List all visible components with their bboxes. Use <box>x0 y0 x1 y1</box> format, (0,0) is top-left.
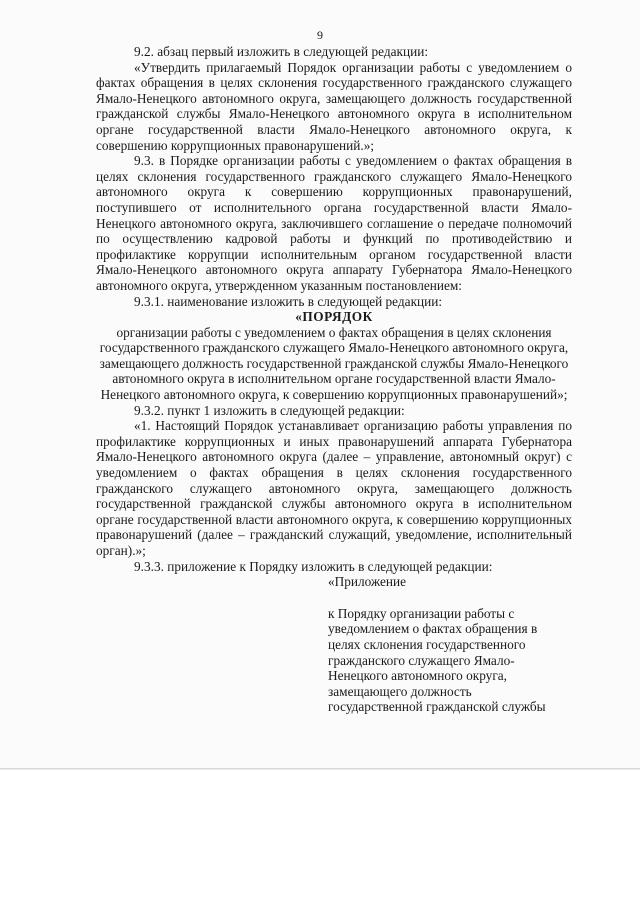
page-number: 9 <box>317 28 323 42</box>
procedure-subtitle: организации работы с уведомлением о фактах обращения в целях склонения государственного гражданского служащего Ямало-Ненецкого автономного округа, замещающего должность государственной гражданской службы Ямало-Ненецкого автономного округа в исполнительном органе государственной власти Ямало-Ненецкого автономного округа, к совершению коррупционных правонарушений»; <box>99 324 569 403</box>
paragraph-point-1: «1. Настоящий Порядок устанавливает организацию работы управления по профилактике коррупционных и иных правонарушений аппарата Губернатора Ямало-Ненецкого автономного округа (далее – управление, автономный округ) с уведомлением о фактах обращения в целях склонения государственного гражданского служащего автономного округа, замещающего должность государственной гражданской службы автономного округа в исполнительном органе государственной власти автономного округа, к совершению коррупционных правонарушений (далее – гражданский служащий, уведомление, исполнительный орган).»; <box>96 418 572 558</box>
appendix-line: Ненецкого автономного округа, <box>328 668 507 684</box>
appendix-heading: «Приложение <box>328 574 407 590</box>
paragraph-9-2: 9.2. абзац первый изложить в следующей редакции: <box>134 44 429 59</box>
paragraph-9-3-2: 9.3.2. пункт 1 изложить в следующей редакции: <box>134 402 405 418</box>
document-body <box>96 44 572 715</box>
appendix-line: уведомлением о фактах обращения в <box>328 621 538 637</box>
appendix-caption <box>328 606 564 715</box>
procedure-title: «ПОРЯДОК <box>295 309 373 325</box>
appendix-line: государственной гражданской службы <box>328 699 546 715</box>
appendix-line: целях склонения государственного <box>328 636 526 652</box>
appendix-line: замещающего должность <box>328 683 472 699</box>
appendix-line: к Порядку организации работы с <box>328 605 515 621</box>
paragraph-9-3-3: 9.3.3. приложение к Порядку изложить в следующей редакции: <box>134 558 493 574</box>
paragraph-9-3-1: 9.3.1. наименование изложить в следующей редакции: <box>134 293 443 309</box>
paragraph-quote-approve: «Утвердить прилагаемый Порядок организации работы с уведомлением о фактах обращения в целях склонения государственного гражданского служащего Ямало-Ненецкого автономного округа, замещающего должность государственной гражданской службы Ямало-Ненецкого автономного округа в исполнительном органе государственной власти Ямало-Ненецкого автономного округа, к совершению коррупционных правонарушений.»; <box>96 59 572 153</box>
paragraph-9-3: 9.3. в Порядке организации работы с уведомлением о фактах обращения в целях склонения государственного гражданского служащего Ямало-Ненецкого автономного округа к совершению коррупционных правонарушений, поступившего от исполнительного органа государственной власти Ямало-Ненецкого автономного округа, заключившего соглашение о передаче полномочий по осуществлению кадровой работы и функций по противодействию и профилактике коррупции исполнительным органом государственной власти Ямало-Ненецкого автономного округа аппарату Губернатора Ямало-Ненецкого автономного округа, утвержденном указанным постановлением: <box>96 153 572 293</box>
appendix-line: гражданского служащего Ямало- <box>328 652 515 668</box>
